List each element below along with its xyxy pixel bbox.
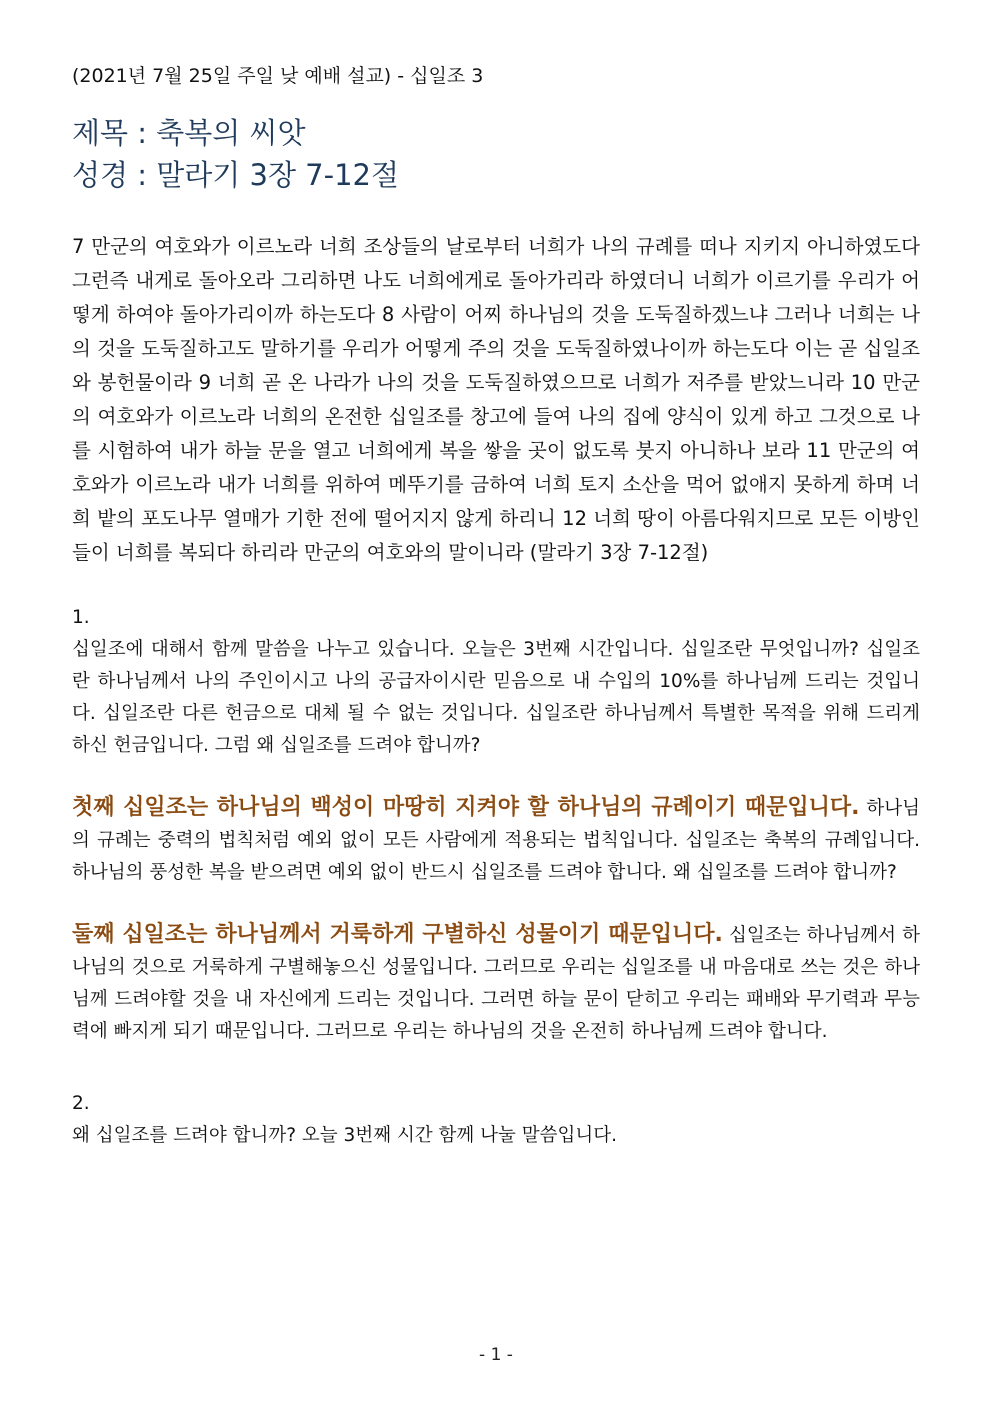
point-heading: 둘째 십일조는 하나님께서 거룩하게 구별하신 성물이기 때문입니다. (72, 922, 723, 947)
page-number: - 1 - (479, 1345, 513, 1365)
scripture-reference: 성경 : 말라기 3장 7-12절 (72, 158, 400, 192)
sermon-info: (2021년 7월 25일 주일 낮 예배 설교) - 십일조 3 (72, 65, 484, 87)
point-second (72, 919, 920, 1048)
title-block (72, 112, 920, 196)
point-body: 십일조는 하나님께서 하나님의 것으로 거룩하게 구별해놓으신 성물입니다. 그러므로 우리는 십일조를 내 마음대로 쓰는 것은 하나님께 드려야할 것을 내 자신에게 드리는 것입니다. 그러면 하늘 문이 닫히고 우리는 패배와 무기력과 무능력에 빠지게 되기 때문입니다. 그러므로 우리는 하나님의 것을 온전히 하나님께 드려야 합니다. (72, 925, 920, 1042)
section-number: 2. (72, 1093, 90, 1114)
section-2 (72, 1088, 920, 1152)
section-intro: 왜 십일조를 드려야 합니까? 오늘 3번째 시간 함께 나눌 말씀입니다. (72, 1125, 618, 1146)
point-body: 하나님의 규례는 중력의 법칙처럼 예외 없이 모든 사람에게 적용되는 법칙입니다. 십일조는 축복의 규례입니다. 하나님의 풍성한 복을 받으려면 예외 없이 반드시 십일조를 드려야 합니다. 왜 십일조를 드려야 합니까? (72, 798, 920, 883)
scripture-passage: 7 만군의 여호와가 이르노라 너희 조상들의 날로부터 너희가 나의 규례를 떠나 지키지 아니하였도다 그런즉 내게로 돌아오라 그리하면 나도 너희에게로 돌아가리라 하였더니 너희가 이르기를 우리가 어떻게 하여야 돌아가리이까 하는도다 8 사람이 어찌 하나님의 것을 도둑질하겠느냐 그러나 너희는 나의 것을 도둑질하고도 말하기를 우리가 어떻게 주의 것을 도둑질하였나이까 하는도다 이는 곧 십일조와 봉헌물이라 9 너희 곧 온 나라가 나의 것을 도둑질하였으므로 너희가 저주를 받았느니라 10 만군의 여호와가 이르노라 너희의 온전한 십일조를 창고에 들여 나의 집에 양식이 있게 하고 그것으로 나를 시험하여 내가 하늘 문을 열고 너희에게 복을 쌓을 곳이 없도록 붓지 아니하나 보라 11 만군의 여호와가 이르노라 내가 너희를 위하여 메뚜기를 금하여 너희 토지 소산을 먹어 없애지 못하게 하며 너희 밭의 포도나무 열매가 기한 전에 떨어지지 않게 하리니 12 너희 땅이 아름다워지므로 모든 이방인들이 너희를 복되다 하리라 만군의 여호와의 말이니라 (말라기 3장 7-12절) (72, 235, 920, 564)
section-1 (72, 602, 920, 1048)
sermon-title: 제목 : 축복의 씨앗 (72, 116, 306, 150)
document-page (72, 62, 920, 1152)
section-intro: 십일조에 대해서 함께 말씀을 나누고 있습니다. 오늘은 3번째 시간입니다. 십일조란 무엇입니까? 십일조란 하나님께서 나의 주인이시고 나의 공급자이시란 믿음으로 내 수입의 10%를 하나님께 드리는 것입니다. 십일조란 다른 헌금으로 대체 될 수 없는 것입니다. 십일조란 하나님께서 특별한 목적을 위해 드리게 하신 헌금입니다. 그럼 왜 십일조를 드려야 합니까? (72, 639, 920, 756)
section-number: 1. (72, 607, 90, 628)
point-heading: 첫째 십일조는 하나님의 백성이 마땅히 지켜야 할 하나님의 규례이기 때문입니다. (72, 795, 860, 820)
point-first (72, 792, 920, 889)
